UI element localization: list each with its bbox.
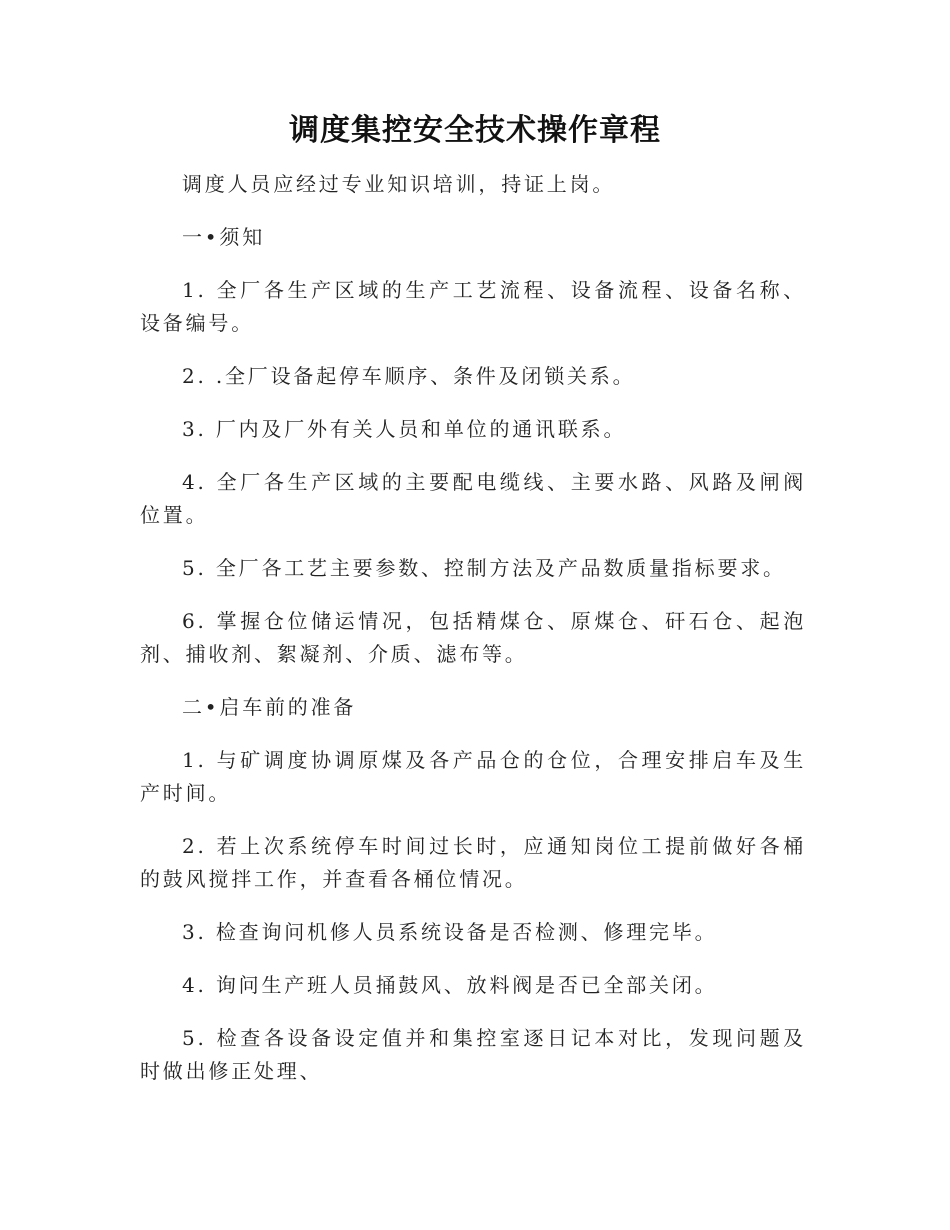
preparation-item-4: 4. 询问生产班人员捅鼓风、放料阀是否已全部关闭。 <box>182 973 718 997</box>
intro-paragraph: 调度人员应经过专业知识培训，持证上岗。 <box>182 172 616 196</box>
document-body <box>140 168 806 1108</box>
notice-item-4: 4. 全厂各生产区域的主要配电缆线、主要水路、风路及闸阀位置。 <box>140 470 806 527</box>
notice-item-3: 3. 厂内及厂外有关人员和单位的通讯联系。 <box>182 417 627 441</box>
section-heading-preparation: 二•启车前的准备 <box>182 695 357 719</box>
notice-item-5: 5. 全厂各工艺主要参数、控制方法及产品数质量指标要求。 <box>182 556 786 580</box>
document-title: 调度集控安全技术操作章程 <box>289 113 661 148</box>
notice-item-2: 2. .全厂设备起停车顺序、条件及闭锁关系。 <box>182 364 636 388</box>
preparation-item-1: 1. 与矿调度协调原煤及各产品仓的仓位，合理安排启车及生产时间。 <box>140 748 806 805</box>
preparation-item-5: 5. 检查各设备设定值并和集控室逐日记本对比，发现问题及时做出修正处理、 <box>140 1026 806 1083</box>
notice-item-1: 1. 全厂各生产区域的生产工艺流程、设备流程、设备名称、设备编号。 <box>140 278 806 335</box>
preparation-item-3: 3. 检查询问机修人员系统设备是否检测、修理完毕。 <box>182 920 718 944</box>
preparation-item-2: 2. 若上次系统停车时间过长时，应通知岗位工提前做好各桶的鼓风搅拌工作，并查看各桶位情况。 <box>140 834 806 891</box>
notice-item-6: 6. 掌握仓位储运情况，包括精煤仓、原煤仓、矸石仓、起泡剂、捕收剂、絮凝剂、介质、滤布等。 <box>140 609 806 666</box>
section-heading-notice: 一•须知 <box>182 225 265 249</box>
